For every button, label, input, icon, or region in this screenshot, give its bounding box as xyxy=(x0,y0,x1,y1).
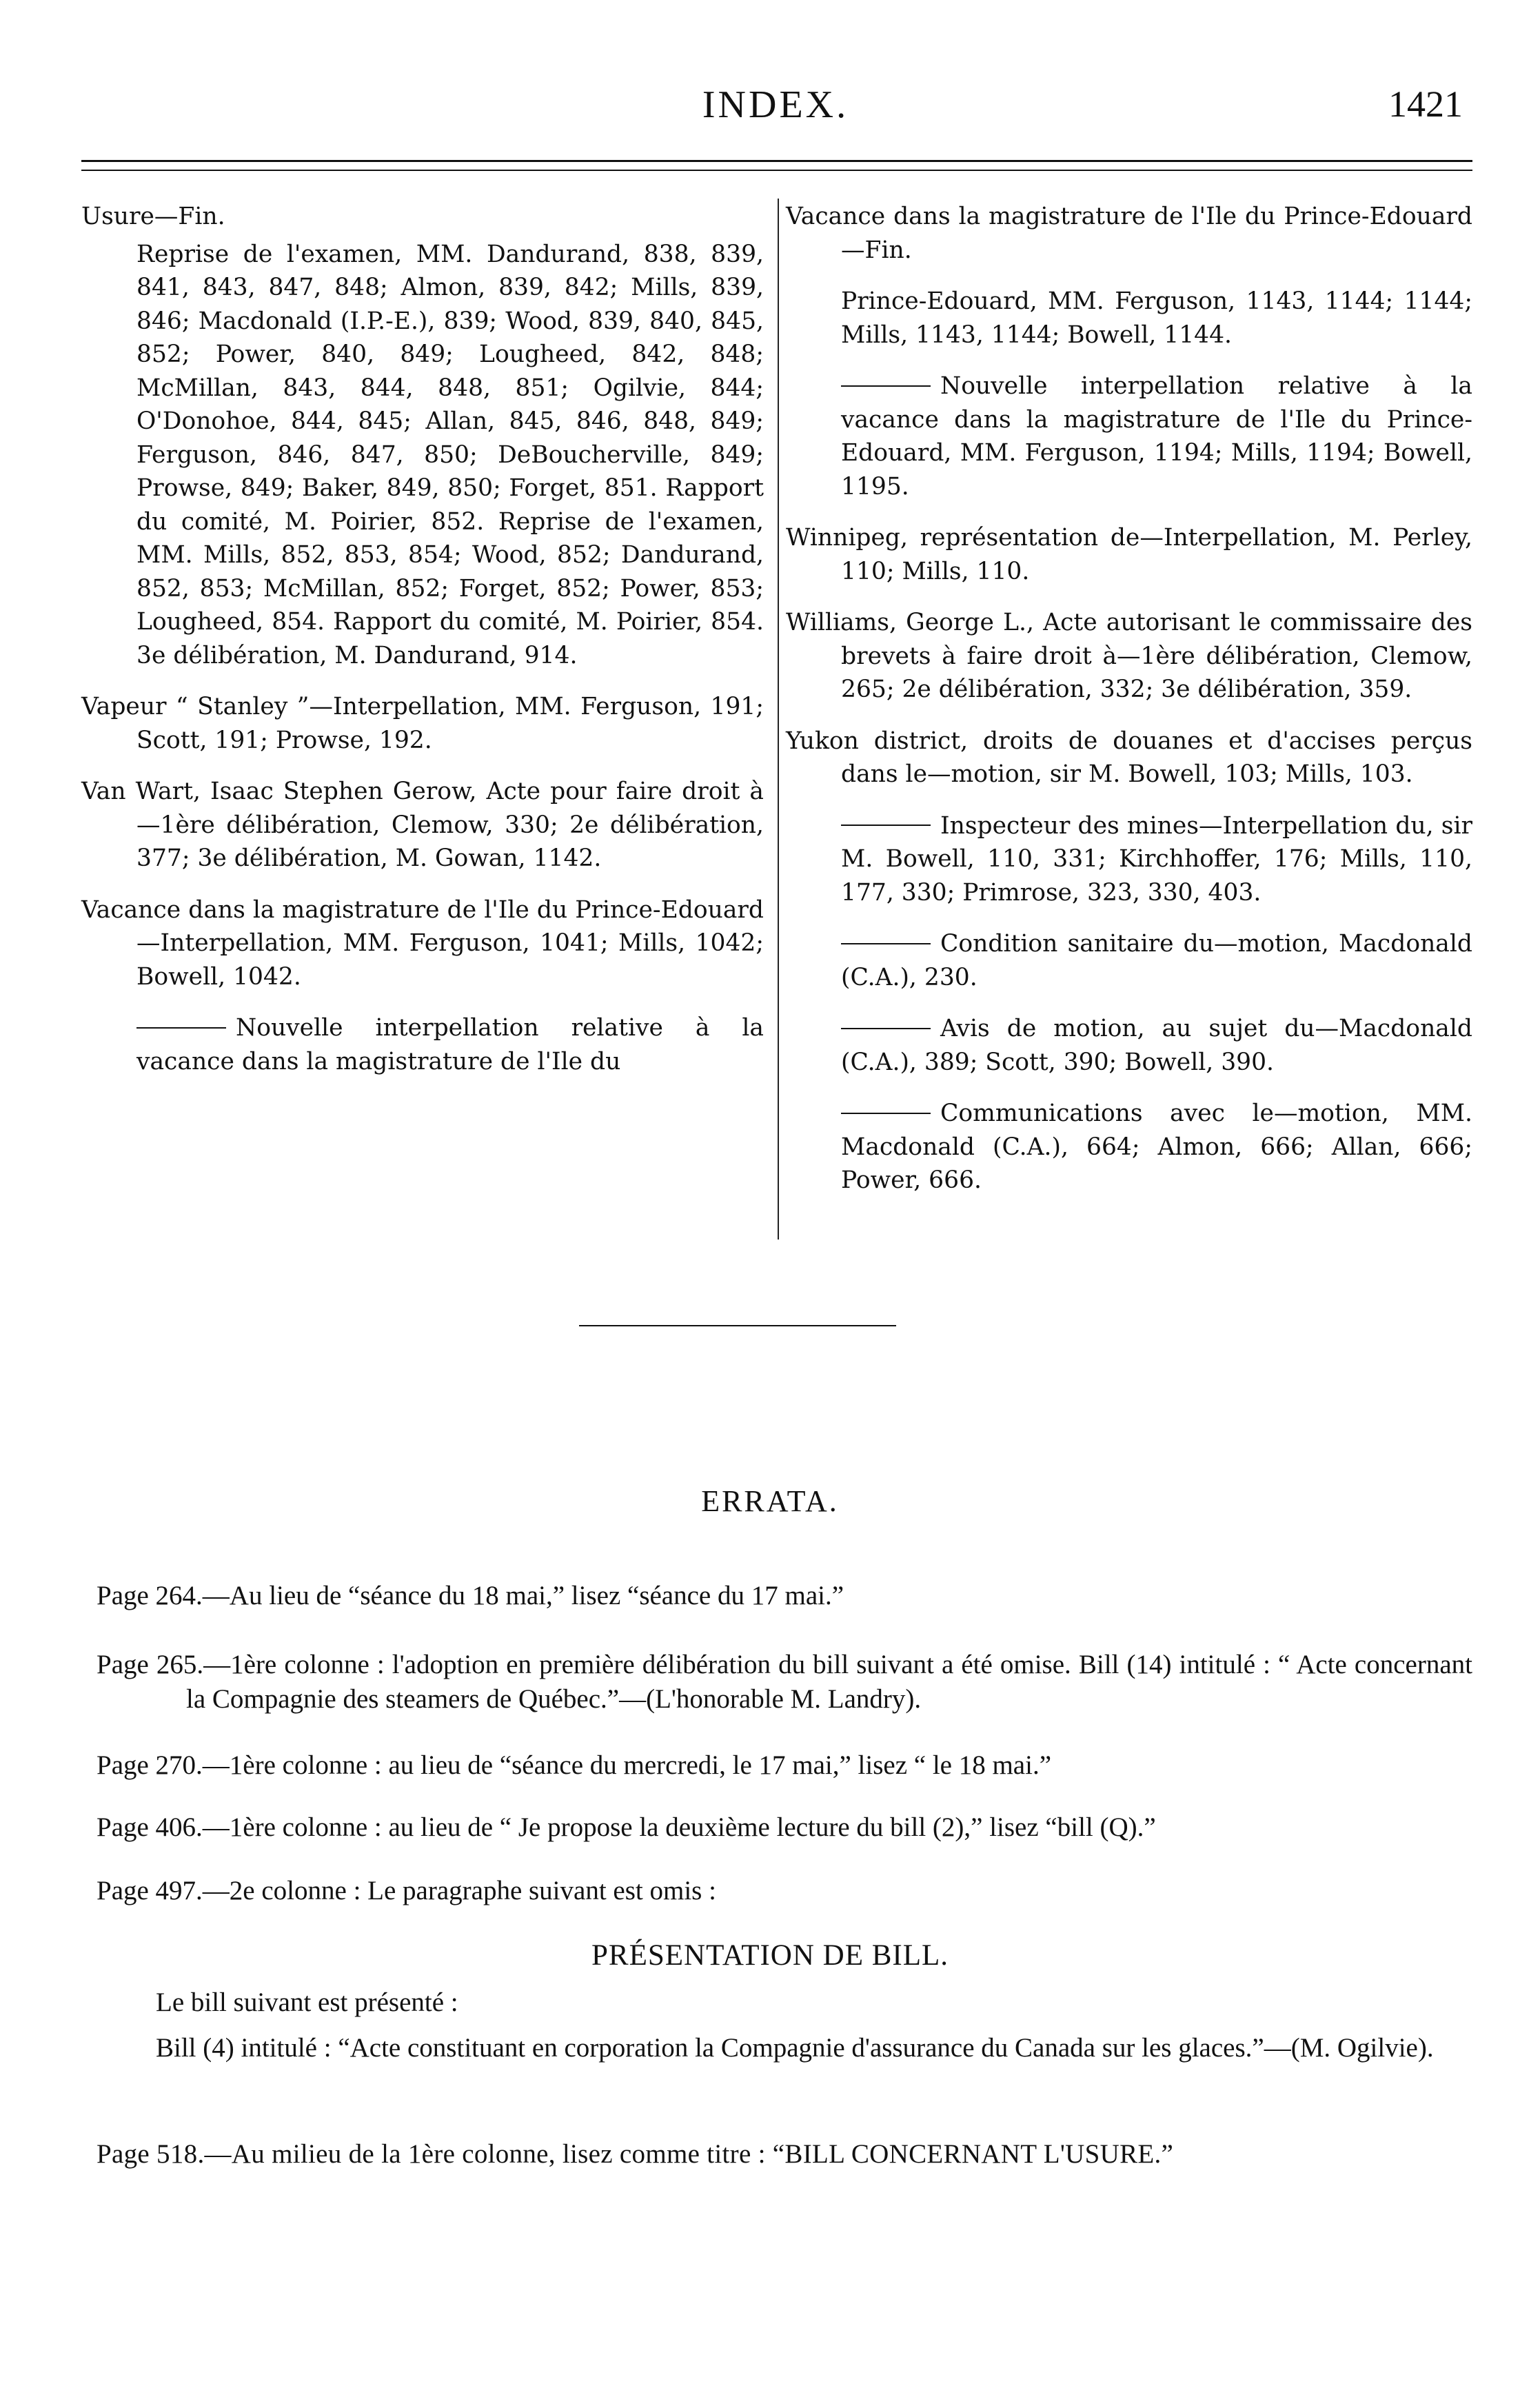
index-subentry-text: Nouvelle interpellation relative à la vacance dans la magistrature de l'Ile du Prince-Edouard, MM. Ferguson, 1194; Mills, 1194; Bowell, 1195. xyxy=(841,372,1472,500)
errata-item xyxy=(97,1748,1472,1783)
index-subentry xyxy=(786,927,1472,994)
index-subentry-text: Communications avec le—motion, MM. Macdonald (C.A.), 664; Almon, 666; Allan, 666; Power, 666. xyxy=(841,1100,1472,1194)
presentation-bill-text: Bill (4) intitulé : “Acte constituant en corporation la Compagnie d'assurance du Canada sur les glaces.”—(M. Ogilvie). xyxy=(156,2033,1434,2063)
index-subentry-text: Avis de motion, au sujet du—Macdonald (C.A.), 389; Scott, 390; Bowell, 390. xyxy=(841,1015,1472,1076)
errata-item-text: Page 518.—Au milieu de la 1ère colonne, lisez comme titre : “BILL CONCERNANT L'USURE.” xyxy=(97,2139,1174,2169)
index-entry: Winnipeg, représentation de—Interpellation, M. Perley, 110; Mills, 110. xyxy=(786,524,1472,585)
index-entry: Vacance dans la magistrature de l'Ile du Prince-Edouard—Fin. xyxy=(786,203,1472,264)
presentation-bill xyxy=(156,2031,1472,2065)
index-subentry-text: Condition sanitaire du—motion, Macdonald (C.A.), 230. xyxy=(841,930,1472,991)
index-subentry-text: Nouvelle interpellation relative à la vacance dans la magistrature de l'Ile du xyxy=(136,1014,764,1075)
errata-item-text: Page 406.—1ère colonne : au lieu de “ Je propose la deuxième lecture du bill (2),” lisez “bill (Q).” xyxy=(97,1812,1156,1842)
header-rule xyxy=(81,160,1472,162)
index-entry: Van Wart, Isaac Stephen Gerow, Acte pour faire droit à—1ère délibération, Clemow, 330; 2e délibération, 377; 3e délibération, M. Gowan, 1142. xyxy=(81,778,764,872)
index-subentry xyxy=(786,1012,1472,1079)
index-entry: Vapeur “ Stanley ”—Interpellation, MM. Ferguson, 191; Scott, 191; Prowse, 192. xyxy=(81,693,764,754)
errata-item xyxy=(97,1874,1472,1908)
ditto-dash xyxy=(841,1113,931,1114)
ditto-dash xyxy=(841,1028,931,1029)
ditto-dash xyxy=(136,1027,226,1029)
index-subentry xyxy=(81,1011,764,1078)
ditto-dash xyxy=(841,943,931,944)
errata-item-text: Page 265.—1ère colonne : l'adoption en première délibération du bill suivant a été omise. Bill (14) intitulé : “ Acte concernant la Compagnie des steamers de Québec.”—(L'honorable M. Landry). xyxy=(97,1650,1472,1714)
index-subentry xyxy=(786,370,1472,503)
errata-item xyxy=(97,1579,1472,1613)
errata-item-text: Page 264.—Au lieu de “séance du 18 mai,” lisez “séance du 17 mai.” xyxy=(97,1581,844,1610)
index-entry: Usure—Fin. xyxy=(81,203,225,230)
column-divider xyxy=(778,199,779,1240)
errata-item xyxy=(97,1648,1472,1717)
ditto-dash xyxy=(841,825,931,826)
header-rule-secondary xyxy=(81,170,1472,171)
section-separator xyxy=(579,1325,896,1326)
index-entry: Reprise de l'examen, MM. Dandurand, 838, 839, 841, 843, 847, 848; Almon, 839, 842; Mills, 839, 846; Macdonald (I.P.-E.), 839; Wood, 839, 840, 845, 852; Power, 840, 849; Lougheed, 842, 848; McMillan, 843, 844, 848, 851; Ogilvie, 844; O'Donohoe, 844, 845; Allan, 845, 846, 848, 849; Ferguson, 846, 847, 850; DeBoucherville, 849; Prowse, 849; Baker, 849, 850; Forget, 851. Rapport du comité, M. Poirier, 852. Reprise de l'examen, MM. Mills, 852, 853, 854; Wood, 852; Dandurand, 852, 853; McMillan, 852; Forget, 852; Power, 853; Lougheed, 854. Rapport du comité, M. Poirier, 854. 3e délibération, M. Dandurand, 914. xyxy=(136,240,764,669)
index-subentry-text: Inspecteur des mines—Interpellation du, sir M. Bowell, 110, 331; Kirchhoffer, 176; Mills, 110, 177, 330; Primrose, 323, 330, 403. xyxy=(841,811,1472,907)
index-subentry: Prince-Edouard, MM. Ferguson, 1143, 1144; 1144; Mills, 1143, 1144; Bowell, 1144. xyxy=(841,287,1472,349)
index-subentry xyxy=(786,1097,1472,1197)
presentation-intro-text: Le bill suivant est présenté : xyxy=(156,1988,458,2017)
errata-item-text: Page 270.—1ère colonne : au lieu de “séance du mercredi, le 17 mai,” lisez “ le 18 mai.” xyxy=(97,1750,1052,1780)
index-entry: Williams, George L., Acte autorisant le commissaire des brevets à faire droit à—1ère délibération, Clemow, 265; 2e délibération, 332; 3e délibération, 359. xyxy=(786,609,1472,703)
index-subentry xyxy=(786,809,1472,910)
page-title: INDEX. xyxy=(702,83,849,126)
left-column xyxy=(81,200,764,1096)
errata-item xyxy=(97,1810,1472,1845)
presentation-intro xyxy=(156,1985,1472,2020)
index-entry: Yukon district, droits de douanes et d'accises perçus dans le—motion, sir M. Bowell, 103; Mills, 103. xyxy=(786,727,1472,788)
right-column xyxy=(786,200,1472,1215)
presentation-title: PRÉSENTATION DE BILL. xyxy=(591,1939,949,1972)
page-number: 1421 xyxy=(1388,83,1463,125)
errata-item-text: Page 497.—2e colonne : Le paragraphe suivant est omis : xyxy=(97,1876,716,1905)
index-entry: Vacance dans la magistrature de l'Ile du Prince-Edouard—Interpellation, MM. Ferguson, 1041; Mills, 1042; Bowell, 1042. xyxy=(81,896,764,991)
errata-title: ERRATA. xyxy=(701,1484,839,1518)
errata-item xyxy=(97,2137,1472,2172)
ditto-dash xyxy=(841,385,931,387)
